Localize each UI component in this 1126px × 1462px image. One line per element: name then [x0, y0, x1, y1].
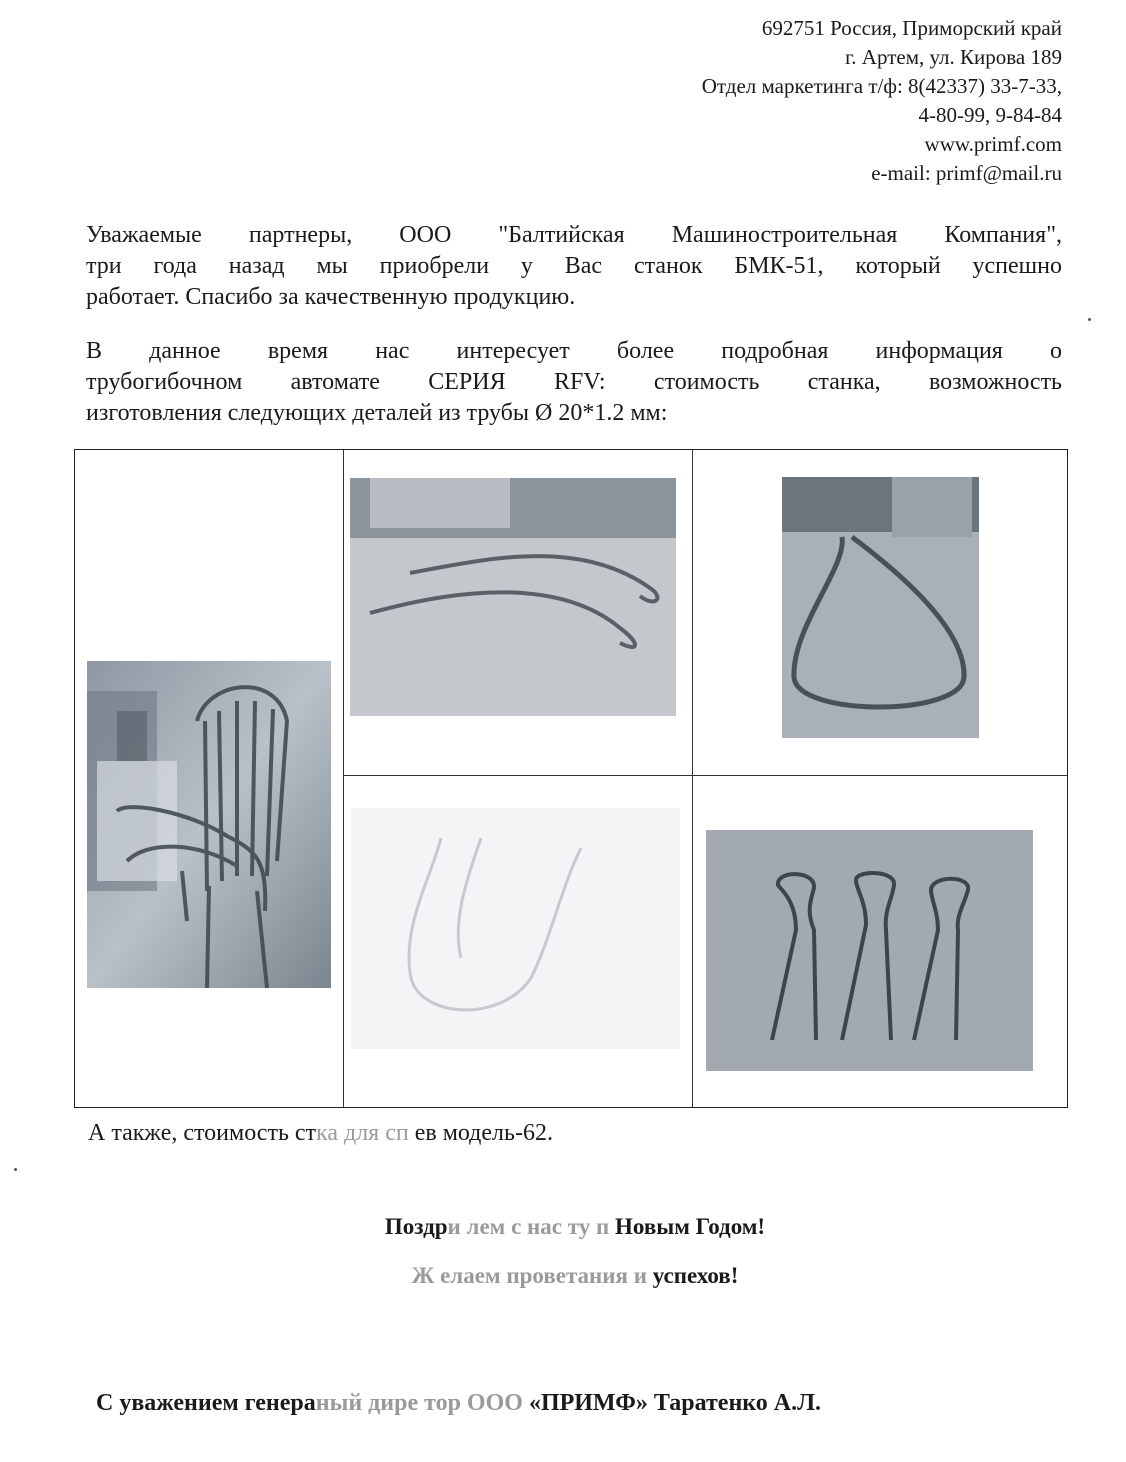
- additional-request-text: А также, стоимость ст: [88, 1120, 317, 1146]
- paragraph-request: [86, 336, 1062, 429]
- paragraph-line: В данное время нас интересует более подробная информация о: [86, 338, 1062, 364]
- scan-speck: [1088, 318, 1091, 321]
- greeting-wishes: [12, 1263, 1126, 1289]
- sender-address: [702, 14, 1062, 188]
- additional-request-text-end: ев модель-62.: [414, 1120, 553, 1146]
- hairpin-tubes-photo: [706, 830, 1033, 1071]
- additional-request-text-faded: ка для сп: [316, 1120, 409, 1146]
- signature-text: С уважением генера: [96, 1390, 316, 1416]
- bent-tubes-photo: [350, 478, 676, 716]
- greeting-text-end: успехов!: [652, 1263, 739, 1288]
- signature-line: [96, 1390, 821, 1417]
- address-line-website: www.primf.com: [924, 132, 1062, 156]
- greeting-text-faded: ветания и: [543, 1263, 647, 1288]
- photo-grid: [74, 449, 1068, 1108]
- address-line-street: г. Артем, ул. Кирова 189: [845, 45, 1062, 69]
- signature-text-end: «ПРИМФ» Таратенко А.Л.: [528, 1390, 822, 1416]
- paragraph-line: Уважаемые партнеры, ООО "Балтийская Машиностроительная Компания",: [86, 222, 1062, 248]
- chair-photo: [87, 661, 331, 988]
- grid-divider: [343, 450, 344, 1107]
- address-line-email: e-mail: primf@mail.ru: [871, 161, 1062, 185]
- loop-tube-photo: [782, 477, 979, 738]
- greeting-text-faded: и лем с нас ту п: [447, 1214, 610, 1239]
- address-line-phone-extra: 4-80-99, 9-84-84: [918, 103, 1062, 127]
- greeting-new-year: [12, 1214, 1126, 1240]
- greeting-text-faded: Ж елаем про: [411, 1263, 544, 1288]
- signature-text-faded: ный дире тор ООО: [315, 1390, 523, 1416]
- grid-divider: [692, 450, 693, 1107]
- paragraph-line: изготовления следующих деталей из трубы Ø 20*1.2 мм:: [86, 400, 668, 426]
- paragraph-thanks: [86, 220, 1062, 313]
- grid-divider: [343, 775, 1067, 776]
- greeting-text-end: Новым Годом!: [615, 1214, 766, 1239]
- scan-speck: [14, 1168, 17, 1171]
- paragraph-line: работает. Спасибо за качественную продукцию.: [86, 284, 576, 310]
- address-line-postal: 692751 Россия, Приморский край: [761, 16, 1062, 40]
- greeting-text: Поздр: [384, 1214, 448, 1239]
- faded-tube-photo: [351, 808, 680, 1049]
- paragraph-line: три года назад мы приобрели у Вас станок БМК-51, который успешно: [86, 253, 1062, 279]
- address-line-phone: Отдел маркетинга т/ф: 8(42337) 33-7-33,: [701, 74, 1062, 98]
- additional-request: [88, 1118, 553, 1148]
- paragraph-line: трубогибочном автомате СЕРИЯ RFV: стоимость станка, возможность: [86, 369, 1062, 395]
